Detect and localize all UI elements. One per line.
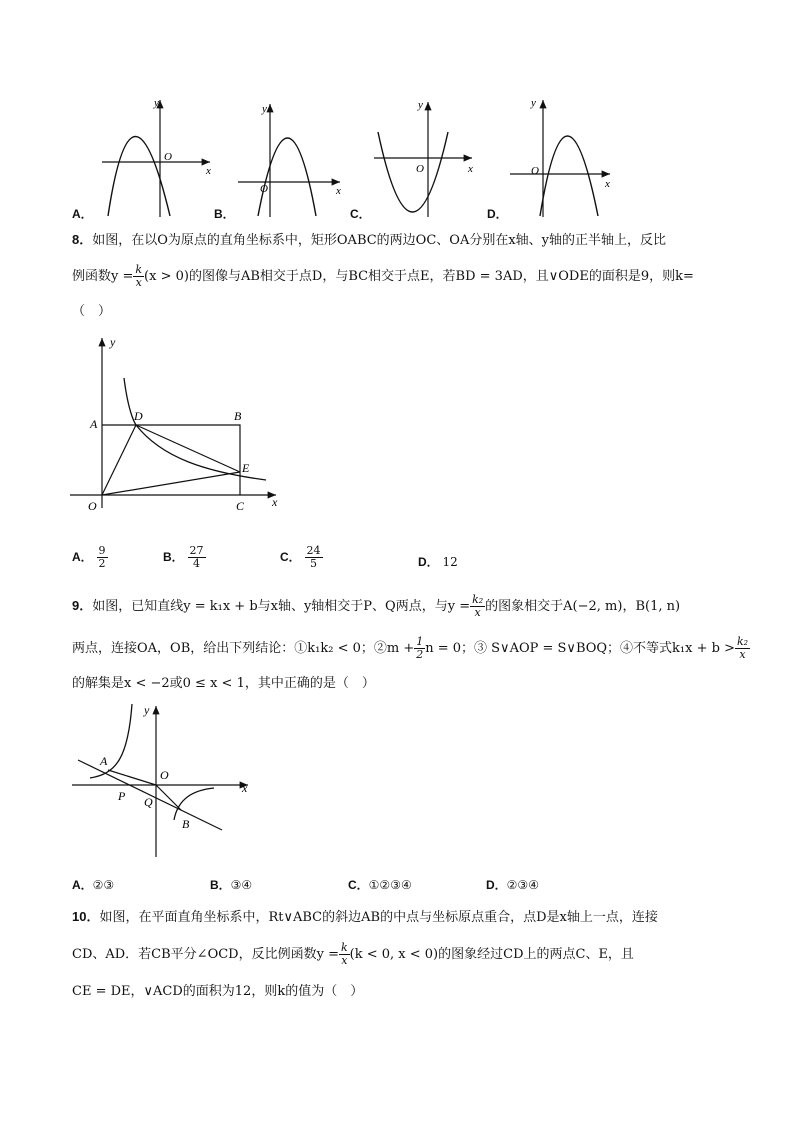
point-a-label: A: [90, 417, 98, 431]
q8-answer-d[interactable]: [418, 553, 458, 570]
frac-den: 5: [310, 557, 317, 570]
frac-num: k₂: [472, 593, 484, 606]
segment-oe: [102, 472, 240, 495]
q9-figure: [66, 702, 256, 862]
y-axis-label: y: [262, 103, 267, 115]
q7-option-c-label[interactable]: C．: [350, 207, 371, 221]
frac-den: x: [739, 648, 746, 661]
q10-line-2: [72, 942, 634, 967]
q9-line-1: [72, 594, 680, 619]
q8-text-2-post: (x > 0)的图像与AB相交于点D，与BC相交于点E，若BD = 3AD，且∨ODE的面积是9，则k=: [144, 269, 694, 284]
frac-num: k: [340, 941, 348, 954]
q9-fraction-1: [470, 594, 485, 619]
answer-label: C．: [348, 878, 369, 892]
hyperbola-branch-right: [174, 788, 214, 820]
frac-den: x: [341, 954, 348, 967]
q8-answer-c[interactable]: [280, 545, 323, 570]
q8-frac-num: k: [135, 263, 143, 276]
y-axis-label: y: [418, 99, 423, 111]
q9-text-1-post: 的图象相交于A(−2, m)，B(1, n): [485, 599, 681, 614]
frac-num: 27: [189, 544, 204, 557]
q10-text-2-pre: CD、AD．若CB平分∠OCD，反比例函数y =: [72, 947, 339, 962]
q10-line-3: CE = DE，∨ACD的面积为12，则k的值为（ ）: [72, 984, 364, 999]
point-d-label: D: [134, 409, 143, 423]
answer-label: A．: [72, 550, 93, 564]
q9-fraction-2: [414, 636, 425, 661]
parabola-d: [540, 136, 598, 216]
frac-den: x: [474, 606, 481, 619]
hyperbola-branch-left: [90, 704, 132, 778]
q10-fraction: [339, 942, 350, 967]
segment-de: [136, 425, 240, 472]
q8-answer-b[interactable]: [163, 545, 206, 570]
x-axis-label: x: [336, 185, 341, 197]
point-b-label: B: [234, 409, 242, 423]
answer-text: ②③: [92, 878, 115, 892]
q7-option-graphs: [60, 92, 630, 222]
q8-fraction: [133, 264, 144, 289]
q7-graph-b: [238, 103, 341, 217]
point-q-label: Q: [144, 795, 153, 809]
y-label: y: [144, 703, 150, 717]
frac-num: 24: [306, 544, 321, 557]
answer-text: ①②③④: [368, 878, 412, 892]
parabola-a: [108, 137, 170, 217]
q7-option-b-label[interactable]: B．: [214, 207, 235, 221]
q8-line-1: [72, 230, 666, 251]
q9-text-2-pre: 两点，连接OA，OB，给出下列结论：①k₁k₂ < 0；②m +: [72, 641, 415, 656]
answer-label: A．: [72, 878, 93, 892]
q9-answer-a[interactable]: [72, 876, 114, 893]
point-a-label: A: [100, 754, 108, 768]
point-b-label: B: [182, 817, 190, 831]
frac-den: 2: [98, 557, 106, 570]
y-axis-label: y: [531, 97, 536, 109]
q9-answer-b[interactable]: [210, 876, 252, 893]
rectangle-oabc: [102, 425, 240, 495]
answer-fraction: [188, 545, 206, 570]
q9-number: 9．: [72, 598, 93, 613]
q7-option-d-label[interactable]: D．: [487, 207, 508, 221]
y-label: y: [110, 335, 116, 349]
origin-label: O: [416, 163, 424, 175]
x-axis-label: x: [605, 178, 610, 190]
parabola-c: [378, 132, 448, 212]
q8-figure: [66, 330, 286, 515]
answer-label: C．: [280, 550, 301, 564]
q7-graph-a: [102, 97, 211, 217]
frac-den: 2: [416, 648, 424, 661]
answer-text: ②③④: [506, 878, 539, 892]
q8-line-2: [72, 264, 694, 289]
x-axis-label: x: [206, 165, 211, 177]
q7-graph-d: [510, 97, 610, 217]
q10-text-1: 如图，在平面直角坐标系中，Rt∨ABC的斜边AB的中点与坐标原点重合，点D是x轴上一点，连接: [99, 910, 658, 925]
point-p-label: P: [118, 789, 126, 803]
answer-text: 12: [442, 555, 458, 569]
q8-text-2-pre: 例函数y =: [72, 269, 134, 284]
q9-answer-c[interactable]: [348, 876, 412, 893]
q10-text-2-post: (k < 0, x < 0)的图象经过CD上的两点C、E，且: [349, 947, 634, 962]
point-c-label: C: [236, 499, 245, 513]
x-label: x: [242, 781, 248, 795]
q8-text-1: 如图，在以O为原点的直角坐标系中，矩形OABC的两边OC、OA分别在x轴、y轴的正半轴上，反比: [92, 233, 667, 248]
q9-text-2-mid: n = 0；③ S∨AOP = S∨BOQ；④不等式k₁x + b >: [425, 641, 735, 656]
frac-num: k₂: [736, 635, 749, 648]
point-o-label: O: [160, 768, 169, 782]
point-e-label: E: [242, 461, 250, 475]
q8-line-3: （ ）: [72, 304, 112, 319]
answer-label: B．: [210, 878, 231, 892]
origin-label: O: [260, 183, 268, 195]
q9-line-2: [72, 636, 750, 661]
origin-label: O: [531, 165, 539, 177]
x-label: x: [272, 495, 278, 509]
segment-od: [102, 425, 136, 495]
segment-ob: [156, 785, 181, 810]
answer-fraction: [97, 545, 108, 570]
q9-fraction-3: [735, 636, 750, 661]
q10-number: 10．: [72, 909, 100, 924]
frac-den: 4: [193, 557, 200, 570]
answer-label: B．: [163, 550, 184, 564]
q9-line-3: 的解集是x < −2或0 ≤ x < 1，其中正确的是（ ）: [72, 676, 375, 691]
answer-label: D．: [486, 878, 507, 892]
q10-line-1: [72, 907, 658, 928]
q7-graph-c: [374, 99, 473, 217]
q8-frac-den: x: [135, 276, 142, 289]
frac-num: 1: [416, 635, 424, 648]
answer-text: ③④: [230, 878, 253, 892]
q9-answer-d[interactable]: [486, 876, 539, 893]
frac-num: 9: [98, 544, 106, 557]
q8-number: 8．: [72, 232, 93, 247]
q9-text-1-pre: 如图，已知直线y = k₁x + b与x轴、y轴相交于P、Q两点，与y =: [92, 599, 471, 614]
origin-label: O: [164, 151, 172, 163]
x-axis-label: x: [468, 163, 473, 175]
q7-option-a-label[interactable]: A．: [72, 207, 93, 221]
point-o-label: O: [88, 499, 97, 513]
q8-answer-a[interactable]: [72, 545, 108, 570]
answer-label: D．: [418, 555, 439, 569]
parabola-b: [258, 138, 316, 216]
answer-fraction: [305, 545, 323, 570]
y-axis-label: y: [154, 97, 159, 109]
